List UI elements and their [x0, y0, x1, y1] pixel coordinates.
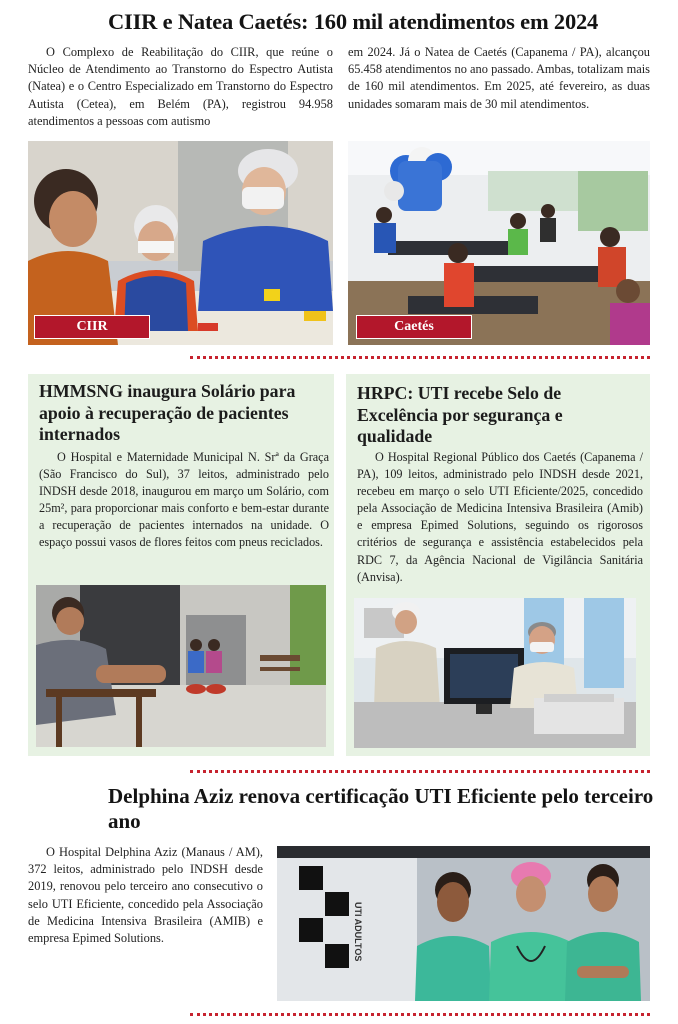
solario-photo: [36, 585, 326, 747]
delphina-article-title: Delphina Aziz renova certificação UTI Eficiente pelo terceiro ano: [108, 784, 654, 833]
hrpc-news-title: HRPC: UTI recebe Selo de Excelência por segurança e qualidade: [357, 383, 563, 446]
section-divider: [190, 356, 650, 359]
ciir-photo-tag: CIIR: [34, 315, 150, 339]
uti-adultos-sign: UTI ADULTOS: [353, 902, 363, 962]
caetes-photo-tag: Caetés: [356, 315, 472, 339]
solario-news-text: O Hospital e Maternidade Municipal N. Srª da Graça (São Francisco do Sul), 37 leitos, administrado pelo INDSH desde 2018, inaugurou em março um Solário, com 25m², para proporcionar mais conforto e bem-estar durante a recuperação de pacientes internados na unidade. O espaço possui vasos de flores feitos com pneus reciclados.: [39, 450, 329, 550]
article1-column-1: O Complexo de Reabilitação do CIIR, que reúne o Núcleo de Atendimento ao Transtorno do Espectro Autista (Natea) e o Centro Especializado em Transtorno do Espectro Autista (Cetea), em Belém (PA), registrou 94.958 atendimentos a pessoas com autismo: [28, 45, 333, 128]
article1-title: CIIR e Natea Caetés: 160 mil atendimentos em 2024: [108, 9, 599, 34]
hrpc-uti-photo: [354, 598, 636, 748]
section-divider: [190, 1013, 650, 1016]
delphina-article-text: O Hospital Delphina Aziz (Manaus / AM), 372 leitos, administrado pelo INDSH desde 2019, renovou pelo terceiro ano consecutivo o selo UTI Eficiente, concedido pela Associação de Medicina Intensiva Brasileira (AMIB) e empresa Epimed Solutions.: [28, 845, 263, 946]
article1-column-2: em 2024. Já o Natea de Caetés (Capanema / PA), alcançou 65.458 atendimentos no ano passado. Ambas, totalizam mais de 160 mil atendimentos. Em 2025, até fevereiro, as duas unidades somaram mais de 30 mil atendimentos.: [348, 45, 650, 111]
delphina-team-photo: [277, 846, 650, 1001]
solario-news-title: HMMSNG inaugura Solário para apoio à recuperação de pacientes internados: [39, 381, 296, 444]
hrpc-news-text: O Hospital Regional Público dos Caetés (Capanema / PA), 109 leitos, administrado pelo INDSH desde 2021, recebeu em março o selo UTI Eficiente/2025, concedido pela Associação de Medicina Intensiva Brasileira (Amib) e empresa Epimed Solutions, seguindo os rigorosos critérios de segurança e assistência estabelecidos pela RDC 7, da Agência Nacional de Vigilância Sanitária (Anvisa).: [357, 450, 643, 584]
section-divider: [190, 770, 650, 773]
